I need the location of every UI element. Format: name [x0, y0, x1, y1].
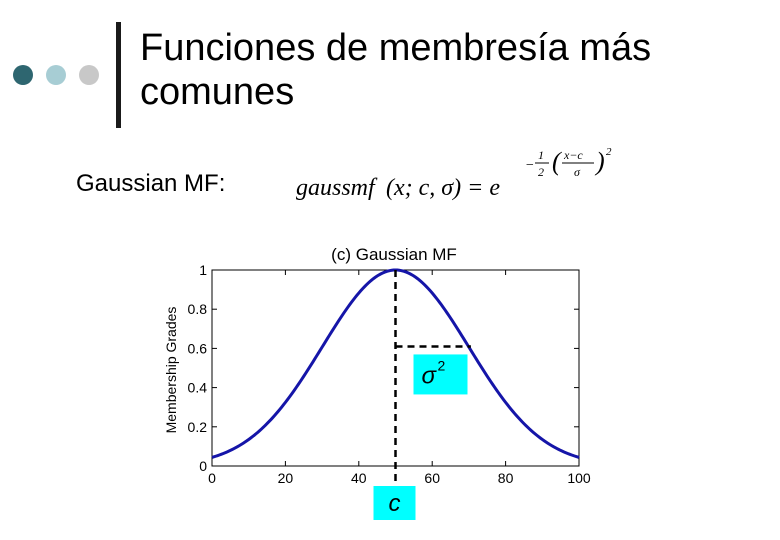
- formula-exp-coeff-den: 2: [538, 165, 544, 179]
- slide-title-line1: Funciones de membresía más: [140, 27, 652, 69]
- y-tick-label: 1: [199, 262, 207, 278]
- formula-args: (x; c, σ) = e: [386, 175, 500, 201]
- formula-exp-coeff-num: 1: [538, 148, 544, 162]
- bullet-dot-gray: [79, 65, 99, 85]
- formula-exp-power: 2: [606, 146, 612, 158]
- x-tick-label: 20: [277, 470, 294, 486]
- gaussian-chart: [150, 236, 610, 526]
- y-tick-label: 0.2: [187, 418, 207, 435]
- y-axis-label: Membership Grades: [163, 306, 179, 434]
- gaussmf-formula: [296, 140, 626, 210]
- bullet-dot-dark: [13, 65, 33, 85]
- bullet-dot-light: [46, 65, 66, 85]
- title-divider: [116, 22, 121, 128]
- y-tick-label: 0.4: [187, 379, 207, 396]
- formula-lhs: gaussmf: [296, 175, 375, 201]
- formula-paren-left: (: [552, 147, 561, 176]
- y-tick-label: 0: [199, 458, 207, 474]
- chart-title: (c) Gaussian MF: [331, 245, 457, 264]
- formula-exp-frac-num: x−c: [564, 148, 583, 162]
- y-tick-label: 0.6: [187, 340, 207, 357]
- slide-title: [140, 26, 651, 114]
- x-tick-label: 0: [208, 470, 216, 486]
- y-tick-label: 0.8: [187, 301, 207, 318]
- slide-title-line2: comunes: [140, 71, 295, 113]
- subtitle: Gaussian MF:: [76, 170, 226, 197]
- x-tick-label: 60: [424, 470, 440, 486]
- axis-ticks: [188, 262, 591, 486]
- sigma-power-label: 2: [437, 357, 446, 374]
- formula-exp-frac-den: σ: [574, 165, 580, 179]
- formula-paren-right: ): [596, 147, 605, 176]
- x-tick-label: 100: [567, 470, 591, 486]
- x-tick-label: 40: [351, 470, 367, 486]
- sigma-label: σ: [421, 362, 436, 390]
- x-tick-label: 80: [497, 470, 514, 486]
- c-label: c: [388, 490, 401, 517]
- formula-exp-minus: −: [525, 158, 535, 173]
